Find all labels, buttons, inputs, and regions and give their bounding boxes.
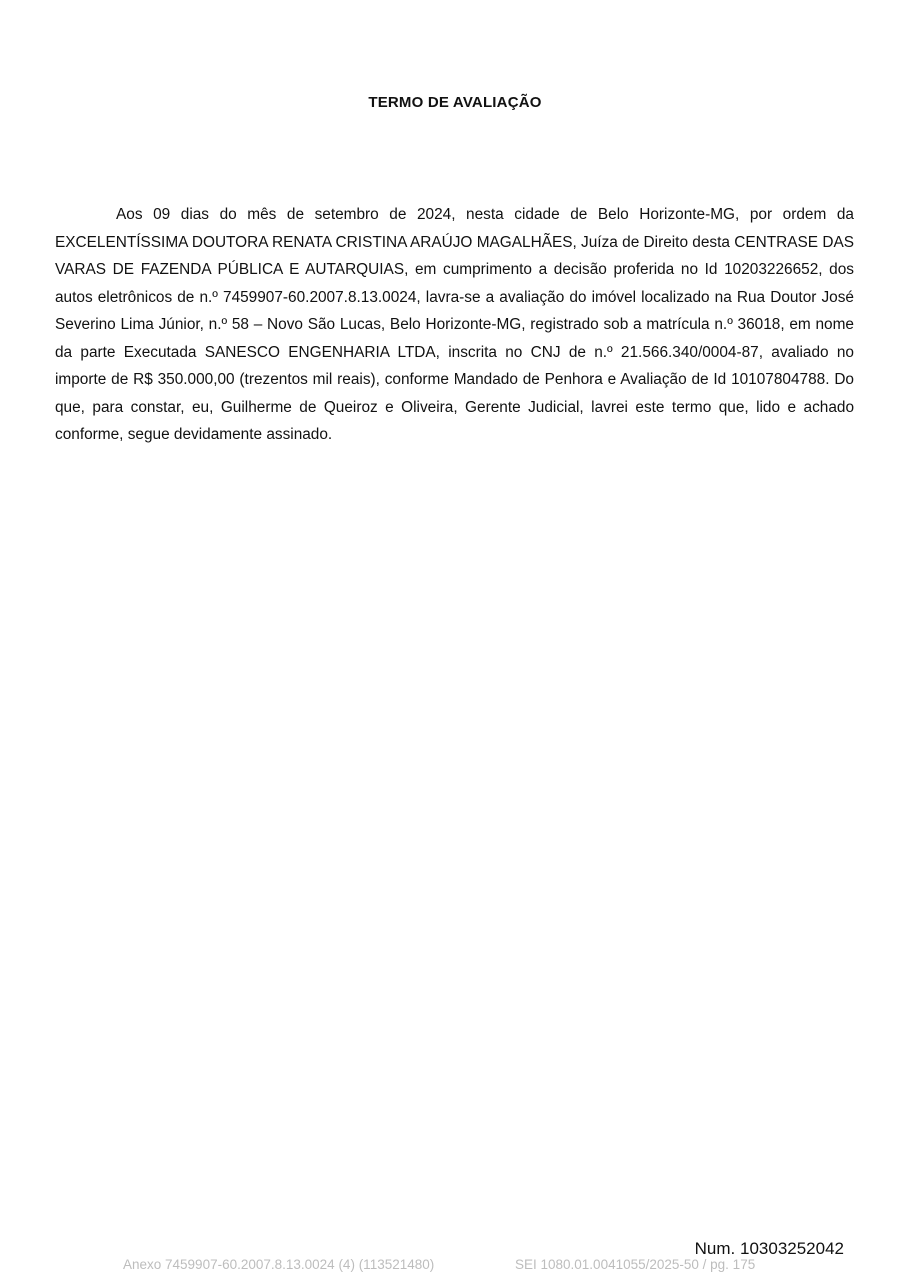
footer-annex: Anexo 7459907-60.2007.8.13.0024 (4) (113521480) [123, 1257, 435, 1272]
document-title: TERMO DE AVALIAÇÃO [368, 94, 542, 111]
document-number: Num. 10303252042 [694, 1239, 844, 1258]
footer-sei: SEI 1080.01.0041055/2025-50 / pg. 175 [515, 1257, 756, 1272]
document-body: Aos 09 dias do mês de setembro de 2024, nesta cidade de Belo Horizonte-MG, por ordem da EXCELENTÍSSIMA DOUTORA RENATA CRISTINA ARAÚJO MAGALHÃES, Juíza de Direito desta CENTRASE DAS VARAS DE FAZENDA PÚBLICA E AUTARQUIAS, em cumprimento a decisão proferida no Id 10203226652, dos autos eletrônicos de n.º 7459907-60.2007.8.13.0024, lavra-se a avaliação do imóvel localizado na Rua Doutor José Severino Lima Júnior, n.º 58 – Novo São Lucas, Belo Horizonte-MG, registrado sob a matrícula n.º 36018, em nome da parte Executada SANESCO ENGENHARIA LTDA, inscrita no CNJ de n.º 21.566.340/0004-87, avaliado no importe de R$ 350.000,00 (trezentos mil reais), conforme Mandado de Penhora e Avaliação de Id 10107804788. Do que, para constar, eu, Guilherme de Queiroz e Oliveira, Gerente Judicial, lavrei este termo que, lido e achado conforme, segue devidamente assinado. [55, 206, 854, 443]
